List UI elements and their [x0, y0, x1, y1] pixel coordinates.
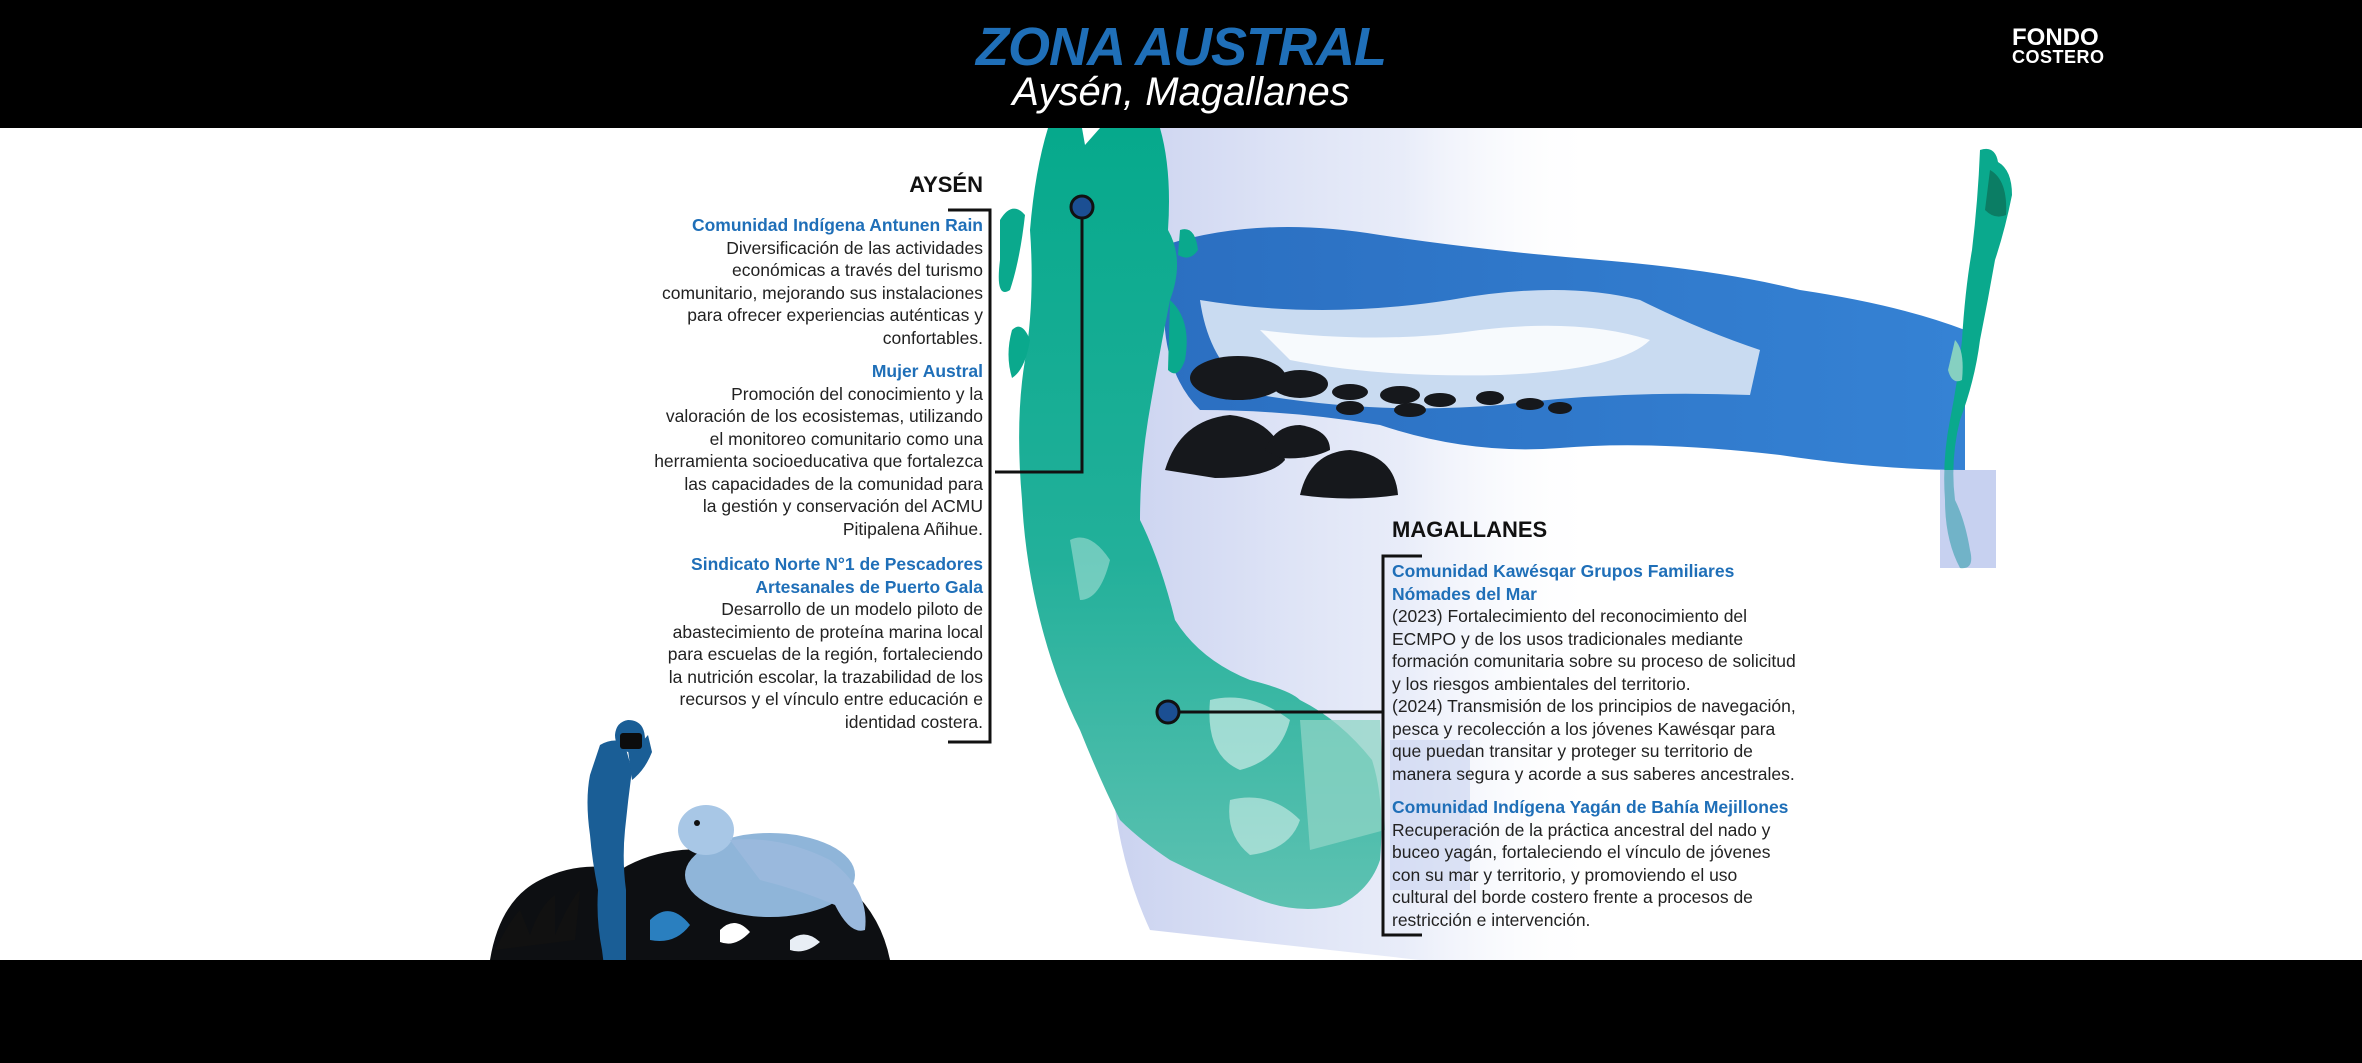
entry-line: abastecimiento de proteína marina local	[672, 621, 983, 642]
footer-bar	[0, 960, 2362, 1063]
aysen-location-marker-icon	[1071, 196, 1093, 218]
logo-text-line1: FONDO	[2012, 24, 2099, 51]
entry-line: con su mar y territorio, y promoviendo el uso	[1392, 864, 1738, 885]
entry-name: Sindicato Norte N°1 de Pescadores	[691, 554, 983, 574]
entry-line: Pitipalena Añihue.	[842, 518, 983, 539]
page-title: ZONA AUSTRAL	[976, 17, 1386, 77]
entry-line: y los riesgos ambientales del territorio.	[1392, 673, 1691, 694]
entry-line: la gestión y conservación del ACMU	[702, 496, 983, 516]
region-label-magallanes: MAGALLANES	[1392, 517, 1548, 542]
entry-line: que puedan transitar y proteger su territorio de	[1392, 741, 1753, 761]
entry-name: Artesanales de Puerto Gala	[755, 576, 983, 597]
entry-line: Recuperación de la práctica ancestral del nado y	[1392, 819, 1771, 840]
entry-line: recursos y el vínculo entre educación e	[679, 689, 983, 709]
entry-line: para ofrecer experiencias auténticas y	[687, 305, 983, 325]
magallanes-entry-1	[1392, 560, 1832, 785]
entry-line: para escuelas de la región, fortaleciendo	[667, 644, 983, 664]
entry-name: Mujer Austral	[871, 361, 983, 381]
page-subtitle: Aysén, Magallanes	[1012, 70, 1350, 114]
entry-name: Nómades del Mar	[1392, 583, 1537, 604]
entry-name: Comunidad Kawésqar Grupos Familiares	[1392, 561, 1735, 581]
entry-line: formación comunitaria sobre su proceso de solicitud	[1392, 651, 1796, 671]
aysen-entry-1	[600, 214, 983, 349]
entry-line: el monitoreo comunitario como una	[709, 428, 983, 449]
magallanes-location-marker-icon	[1157, 701, 1179, 723]
region-label-aysen: AYSÉN	[909, 172, 983, 197]
entry-line: buceo yagán, fortaleciendo el vínculo de jóvenes	[1392, 842, 1771, 862]
entry-line: ECMPO y de los usos tradicionales mediante	[1392, 628, 1744, 649]
entry-line: manera segura y acorde a sus saberes ancestrales.	[1392, 763, 1795, 784]
entry-line: herramienta socioeducativa que fortalezca	[654, 451, 983, 471]
entry-line: la nutrición escolar, la trazabilidad de los	[668, 666, 983, 687]
entry-name: Comunidad Indígena Yagán de Bahía Mejillones	[1392, 797, 1789, 817]
entry-line: restricción e intervención.	[1392, 909, 1591, 930]
entry-line: (2023) Fortalecimiento del reconocimiento del	[1392, 606, 1748, 626]
chile-minimap	[1940, 149, 2012, 568]
entry-line: valoración de los ecosistemas, utilizando	[665, 406, 983, 426]
entry-line: Diversificación de las actividades	[726, 237, 983, 258]
entry-line: Desarrollo de un modelo piloto de	[721, 599, 983, 619]
magallanes-entry-2	[1392, 796, 1832, 931]
entry-line: (2024) Transmisión de los principios de navegación,	[1392, 696, 1796, 716]
entry-line: económicas a través del turismo	[732, 260, 983, 280]
aysen-entry-2	[600, 360, 983, 540]
entry-line: las capacidades de la comunidad para	[684, 473, 983, 494]
entry-line: Promoción del conocimiento y la	[731, 383, 983, 404]
entry-name: Comunidad Indígena Antunen Rain	[691, 215, 983, 235]
aysen-entry-3	[600, 553, 983, 733]
entry-line: comunitario, mejorando sus instalaciones	[662, 282, 983, 303]
entry-line: confortables.	[882, 327, 983, 348]
entry-line: pesca y recolección a los jóvenes Kawésqar para	[1392, 718, 1776, 739]
entry-line: cultural del borde costero frente a procesos de	[1392, 887, 1753, 907]
logo-text-line2: COSTERO	[2012, 47, 2105, 67]
entry-line: identidad costera.	[844, 711, 983, 732]
